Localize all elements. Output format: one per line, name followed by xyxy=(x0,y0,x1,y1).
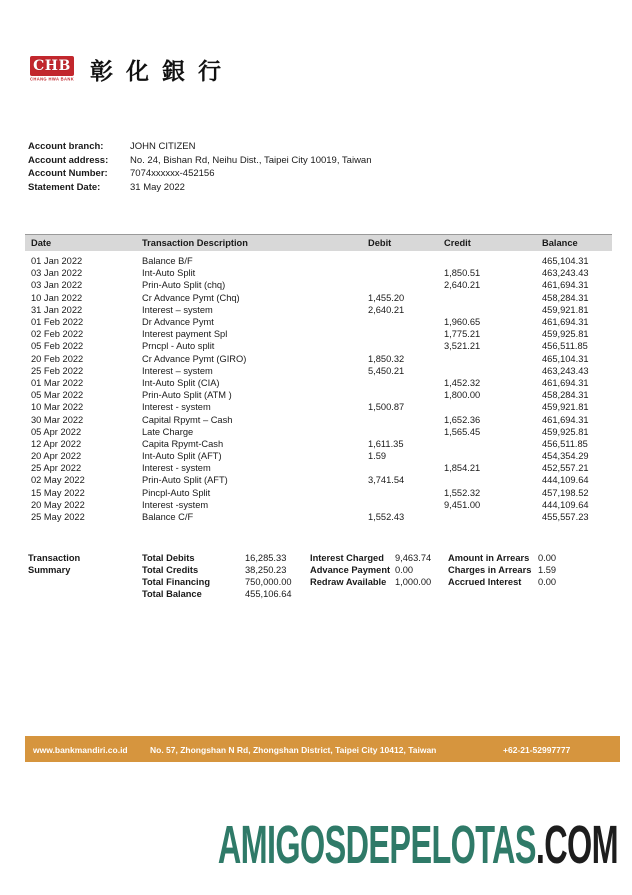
summary-label: Total Financing xyxy=(142,577,211,587)
summary-label: Redraw Available xyxy=(310,577,387,587)
transaction-summary xyxy=(28,552,612,600)
table-row xyxy=(25,511,612,523)
footer-website: www.bankmandiri.co.id xyxy=(33,745,128,755)
cell-description: Int-Auto Split (AFT) xyxy=(142,451,222,462)
table-row xyxy=(25,401,612,413)
cell-balance: 444,109.64 xyxy=(542,475,589,486)
cell-date: 12 Apr 2022 xyxy=(31,438,82,449)
cell-debit: 1,500.87 xyxy=(368,402,405,413)
cell-balance: 452,557.21 xyxy=(542,463,589,474)
cell-description: Interest -system xyxy=(142,499,209,510)
summary-title-line1: Transaction xyxy=(28,553,81,563)
table-row xyxy=(25,328,612,340)
summary-value: 16,285.33 xyxy=(245,553,287,563)
cell-date: 03 Jan 2022 xyxy=(31,268,83,279)
cell-credit: 3,521.21 xyxy=(444,341,481,352)
account-number-label: Account Number: xyxy=(28,168,108,179)
summary-value: 1.59 xyxy=(538,565,557,575)
cell-date: 01 Feb 2022 xyxy=(31,317,84,328)
header-description: Transaction Description xyxy=(142,238,248,248)
cell-balance: 458,284.31 xyxy=(542,292,589,303)
cell-date: 25 May 2022 xyxy=(31,512,85,523)
cell-description: Interest – system xyxy=(142,365,213,376)
cell-date: 25 Apr 2022 xyxy=(31,463,82,474)
cell-balance: 459,921.81 xyxy=(542,402,589,413)
cell-date: 10 Jan 2022 xyxy=(31,292,83,303)
account-branch-value: JOHN CITIZEN xyxy=(130,141,196,152)
cell-credit: 1,565.45 xyxy=(444,426,481,437)
cell-balance: 461,694.31 xyxy=(542,377,589,388)
summary-label: Amount in Arrears xyxy=(448,553,530,563)
summary-label: Total Debits xyxy=(142,553,195,563)
cell-date: 25 Feb 2022 xyxy=(31,365,84,376)
summary-label: Charges in Arrears xyxy=(448,565,532,575)
footer-bar xyxy=(25,736,620,762)
cell-balance: 456,511.85 xyxy=(542,438,588,449)
cell-balance: 459,925.81 xyxy=(542,329,589,340)
cell-debit: 1.59 xyxy=(368,451,387,462)
account-address-value: No. 24, Bishan Rd, Neihu Dist., Taipei City 10019, Taiwan xyxy=(130,154,372,166)
table-row xyxy=(25,377,612,389)
cell-balance: 444,109.64 xyxy=(542,499,589,510)
cell-date: 05 Apr 2022 xyxy=(31,426,82,437)
account-branch-label: Account branch: xyxy=(28,141,104,152)
header-debit: Debit xyxy=(368,238,392,248)
cell-date: 20 Apr 2022 xyxy=(31,451,82,462)
table-row xyxy=(25,365,612,377)
table-row xyxy=(25,426,612,438)
cell-balance: 459,921.81 xyxy=(542,304,589,315)
cell-credit: 1,960.65 xyxy=(444,317,481,328)
cell-description: Pincpl-Auto Split xyxy=(142,487,211,498)
cell-date: 05 Feb 2022 xyxy=(31,341,84,352)
table-row xyxy=(25,340,612,352)
cell-description: Capital Rpymt – Cash xyxy=(142,414,233,425)
table-row xyxy=(25,438,612,450)
account-number-row xyxy=(28,167,372,181)
site-watermark xyxy=(217,815,618,875)
cell-balance: 459,925.81 xyxy=(542,426,589,437)
cell-balance: 454,354.29 xyxy=(542,451,589,462)
cell-description: Cr Advance Pymt (Chq) xyxy=(142,292,240,303)
cell-date: 02 Feb 2022 xyxy=(31,329,84,340)
watermark-name: AMIGOSDEPELOTAS xyxy=(217,815,536,875)
cell-credit: 1,775.21 xyxy=(444,329,481,340)
summary-value: 9,463.74 xyxy=(395,553,432,563)
cell-credit: 1,854.21 xyxy=(444,463,481,474)
cell-description: Prin-Auto Split (ATM ) xyxy=(142,390,232,401)
summary-label: Total Credits xyxy=(142,565,199,575)
table-row xyxy=(25,279,612,291)
cell-credit: 1,452.32 xyxy=(444,377,481,388)
account-number-value: 7074xxxxxx-452156 xyxy=(130,168,215,179)
summary-label: Advance Payment xyxy=(310,565,391,575)
cell-debit: 1,850.32 xyxy=(368,353,405,364)
cell-credit: 2,640.21 xyxy=(444,280,481,291)
summary-title-line2: Summary xyxy=(28,565,71,575)
cell-date: 01 Jan 2022 xyxy=(31,256,83,267)
chb-logo-icon: CHB xyxy=(30,56,74,76)
cell-description: Late Charge xyxy=(142,426,194,437)
table-row xyxy=(25,499,612,511)
cell-description: Interest payment Spl xyxy=(142,329,228,340)
chb-logo-badge xyxy=(30,56,74,82)
summary-interest-group xyxy=(310,552,448,600)
statement-date-row xyxy=(28,181,372,195)
cell-balance: 465,104.31 xyxy=(542,353,589,364)
summary-value: 0.00 xyxy=(395,565,414,575)
cell-description: Prin-Auto Split (AFT) xyxy=(142,475,228,486)
cell-description: Cr Advance Pymt (GIRO) xyxy=(142,353,247,364)
cell-date: 05 Mar 2022 xyxy=(31,390,84,401)
summary-value: 0.00 xyxy=(538,577,557,587)
cell-debit: 3,741.54 xyxy=(368,475,405,486)
transaction-table xyxy=(25,234,612,523)
header-balance: Balance xyxy=(542,238,578,248)
cell-date: 20 May 2022 xyxy=(31,499,85,510)
cell-description: Balance B/F xyxy=(142,256,193,267)
summary-value: 0.00 xyxy=(538,553,557,563)
cell-balance: 465,104.31 xyxy=(542,256,589,267)
cell-balance: 458,284.31 xyxy=(542,390,589,401)
footer-phone: +62-21-52997777 xyxy=(503,745,571,755)
summary-arrears-group xyxy=(448,552,578,600)
summary-title xyxy=(28,552,142,600)
cell-debit: 2,640.21 xyxy=(368,304,405,315)
footer-address: No. 57, Zhongshan N Rd, Zhongshan District, Taipei City 10412, Taiwan xyxy=(150,745,437,755)
table-row xyxy=(25,267,612,279)
account-info-block xyxy=(28,140,372,194)
cell-balance: 457,198.52 xyxy=(542,487,589,498)
bank-chinese-name: 彰化銀行 xyxy=(90,59,234,85)
chb-logo-subtext: CHANG HWA BANK xyxy=(30,77,75,82)
cell-description: Dr Advance Pymt xyxy=(142,317,214,328)
header-credit: Credit xyxy=(444,238,471,248)
bank-logo xyxy=(30,56,234,86)
cell-debit: 1,552.43 xyxy=(368,512,405,523)
table-row xyxy=(25,450,612,462)
cell-balance: 455,557.23 xyxy=(542,512,589,523)
cell-description: Interest – system xyxy=(142,304,213,315)
cell-credit: 1,850.51 xyxy=(444,268,481,279)
cell-date: 31 Jan 2022 xyxy=(31,304,83,315)
cell-balance: 461,694.31 xyxy=(542,280,589,291)
summary-value: 455,106.64 xyxy=(245,589,292,599)
cell-description: Int-Auto Split xyxy=(142,268,196,279)
cell-description: Int-Auto Split (CIA) xyxy=(142,377,220,388)
cell-date: 10 Mar 2022 xyxy=(31,402,84,413)
header-date: Date xyxy=(31,238,52,248)
summary-value: 1,000.00 xyxy=(395,577,432,587)
summary-totals-group xyxy=(142,552,310,600)
table-row xyxy=(25,474,612,486)
cell-description: Interest - system xyxy=(142,463,211,474)
account-address-row xyxy=(28,154,372,168)
cell-balance: 461,694.31 xyxy=(542,414,589,425)
table-row xyxy=(25,413,612,425)
cell-balance: 461,694.31 xyxy=(542,317,589,328)
table-row xyxy=(25,255,612,267)
cell-date: 30 Mar 2022 xyxy=(31,414,84,425)
transaction-table-body xyxy=(25,255,612,523)
cell-date: 03 Jan 2022 xyxy=(31,280,83,291)
account-address-label: Account address: xyxy=(28,154,109,166)
cell-balance: 456,511.85 xyxy=(542,341,588,352)
cell-description: Interest - system xyxy=(142,402,211,413)
summary-label: Interest Charged xyxy=(310,553,384,563)
table-row xyxy=(25,389,612,401)
cell-description: Capita Rpymt-Cash xyxy=(142,438,224,449)
summary-value: 750,000.00 xyxy=(245,577,292,587)
cell-credit: 1,800.00 xyxy=(444,390,481,401)
cell-description: Prin-Auto Split (chq) xyxy=(142,280,226,291)
table-row xyxy=(25,292,612,304)
cell-debit: 1,611.35 xyxy=(368,438,404,449)
summary-value: 38,250.23 xyxy=(245,565,287,575)
summary-label: Total Balance xyxy=(142,589,202,599)
statement-date-label: Statement Date: xyxy=(28,181,101,193)
cell-balance: 463,243.43 xyxy=(542,268,589,279)
table-row xyxy=(25,462,612,474)
cell-credit: 1,552.32 xyxy=(444,487,481,498)
cell-date: 01 Mar 2022 xyxy=(31,377,84,388)
cell-debit: 5,450.21 xyxy=(368,365,405,376)
cell-date: 02 May 2022 xyxy=(31,475,85,486)
cell-credit: 9,451.00 xyxy=(444,499,481,510)
cell-credit: 1,652.36 xyxy=(444,414,481,425)
statement-date-value: 31 May 2022 xyxy=(130,181,185,193)
table-row xyxy=(25,316,612,328)
cell-date: 20 Feb 2022 xyxy=(31,353,84,364)
account-branch-row xyxy=(28,140,372,154)
cell-debit: 1,455.20 xyxy=(368,292,405,303)
transaction-table-header xyxy=(25,234,612,251)
table-row xyxy=(25,353,612,365)
cell-date: 15 May 2022 xyxy=(31,487,85,498)
table-row xyxy=(25,487,612,499)
summary-label: Accrued Interest xyxy=(448,577,522,587)
cell-description: Balance C/F xyxy=(142,512,194,523)
cell-balance: 463,243.43 xyxy=(542,365,589,376)
cell-description: Prncpl - Auto split xyxy=(142,341,215,352)
watermark-tld: .COM xyxy=(535,815,618,875)
table-row xyxy=(25,304,612,316)
